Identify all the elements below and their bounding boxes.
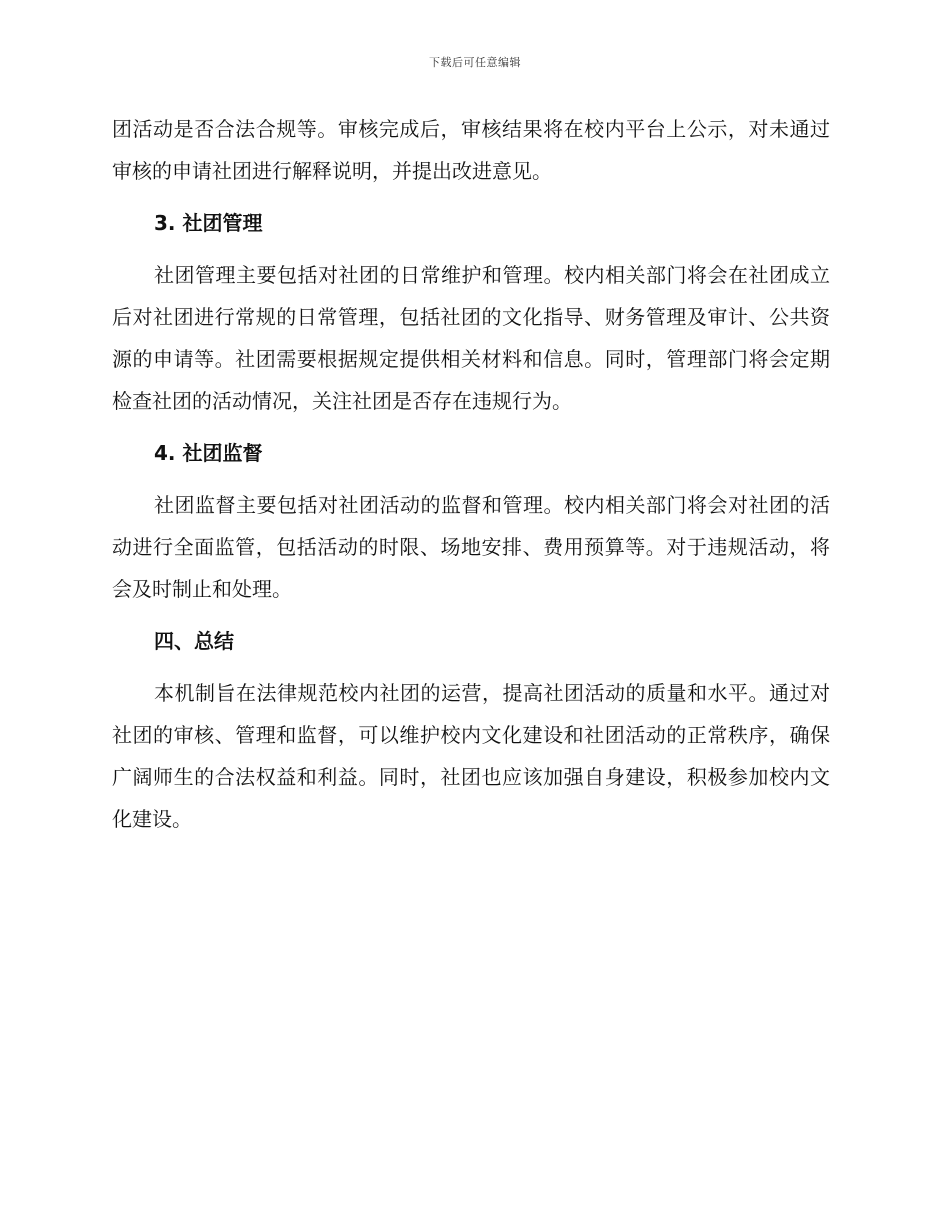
paragraph-club-management: 社团管理主要包括对社团的日常维护和管理。校内相关部门将会在社团成立后对社团进行常规的日常管理，包括社团的文化指导、财务管理及审计、公共资源的申请等。社团需要根据规定提供相关材料和信息。同时，管理部门将会定期检查社团的活动情况，关注社团是否存在违规行为。: [112, 263, 830, 413]
heading-club-supervision: 4. 社团监督: [154, 441, 263, 465]
heading-club-management: 3. 社团管理: [154, 211, 263, 235]
paragraph-club-supervision: 社团监督主要包括对社团活动的监督和管理。校内相关部门将会对社团的活动进行全面监管，包括活动的时限、场地安排、费用预算等。对于违规活动，将会及时制止和处理。: [112, 493, 830, 601]
document-body: [112, 108, 830, 840]
page-header: 下载后可任意编辑: [429, 56, 521, 69]
paragraph-summary: 本机制旨在法律规范校内社团的运营，提高社团活动的质量和水平。通过对社团的审核、管理和监督，可以维护校内文化建设和社团活动的正常秩序，确保广阔师生的合法权益和利益。同时，社团也应该加强自身建设，积极参加校内文化建设。: [112, 681, 830, 831]
heading-summary: 四、总结: [154, 629, 234, 653]
paragraph-review-continued: 团活动是否合法合规等。审核完成后，审核结果将在校内平台上公示，对未通过审核的申请社团进行解释说明，并提出改进意见。: [112, 117, 830, 183]
